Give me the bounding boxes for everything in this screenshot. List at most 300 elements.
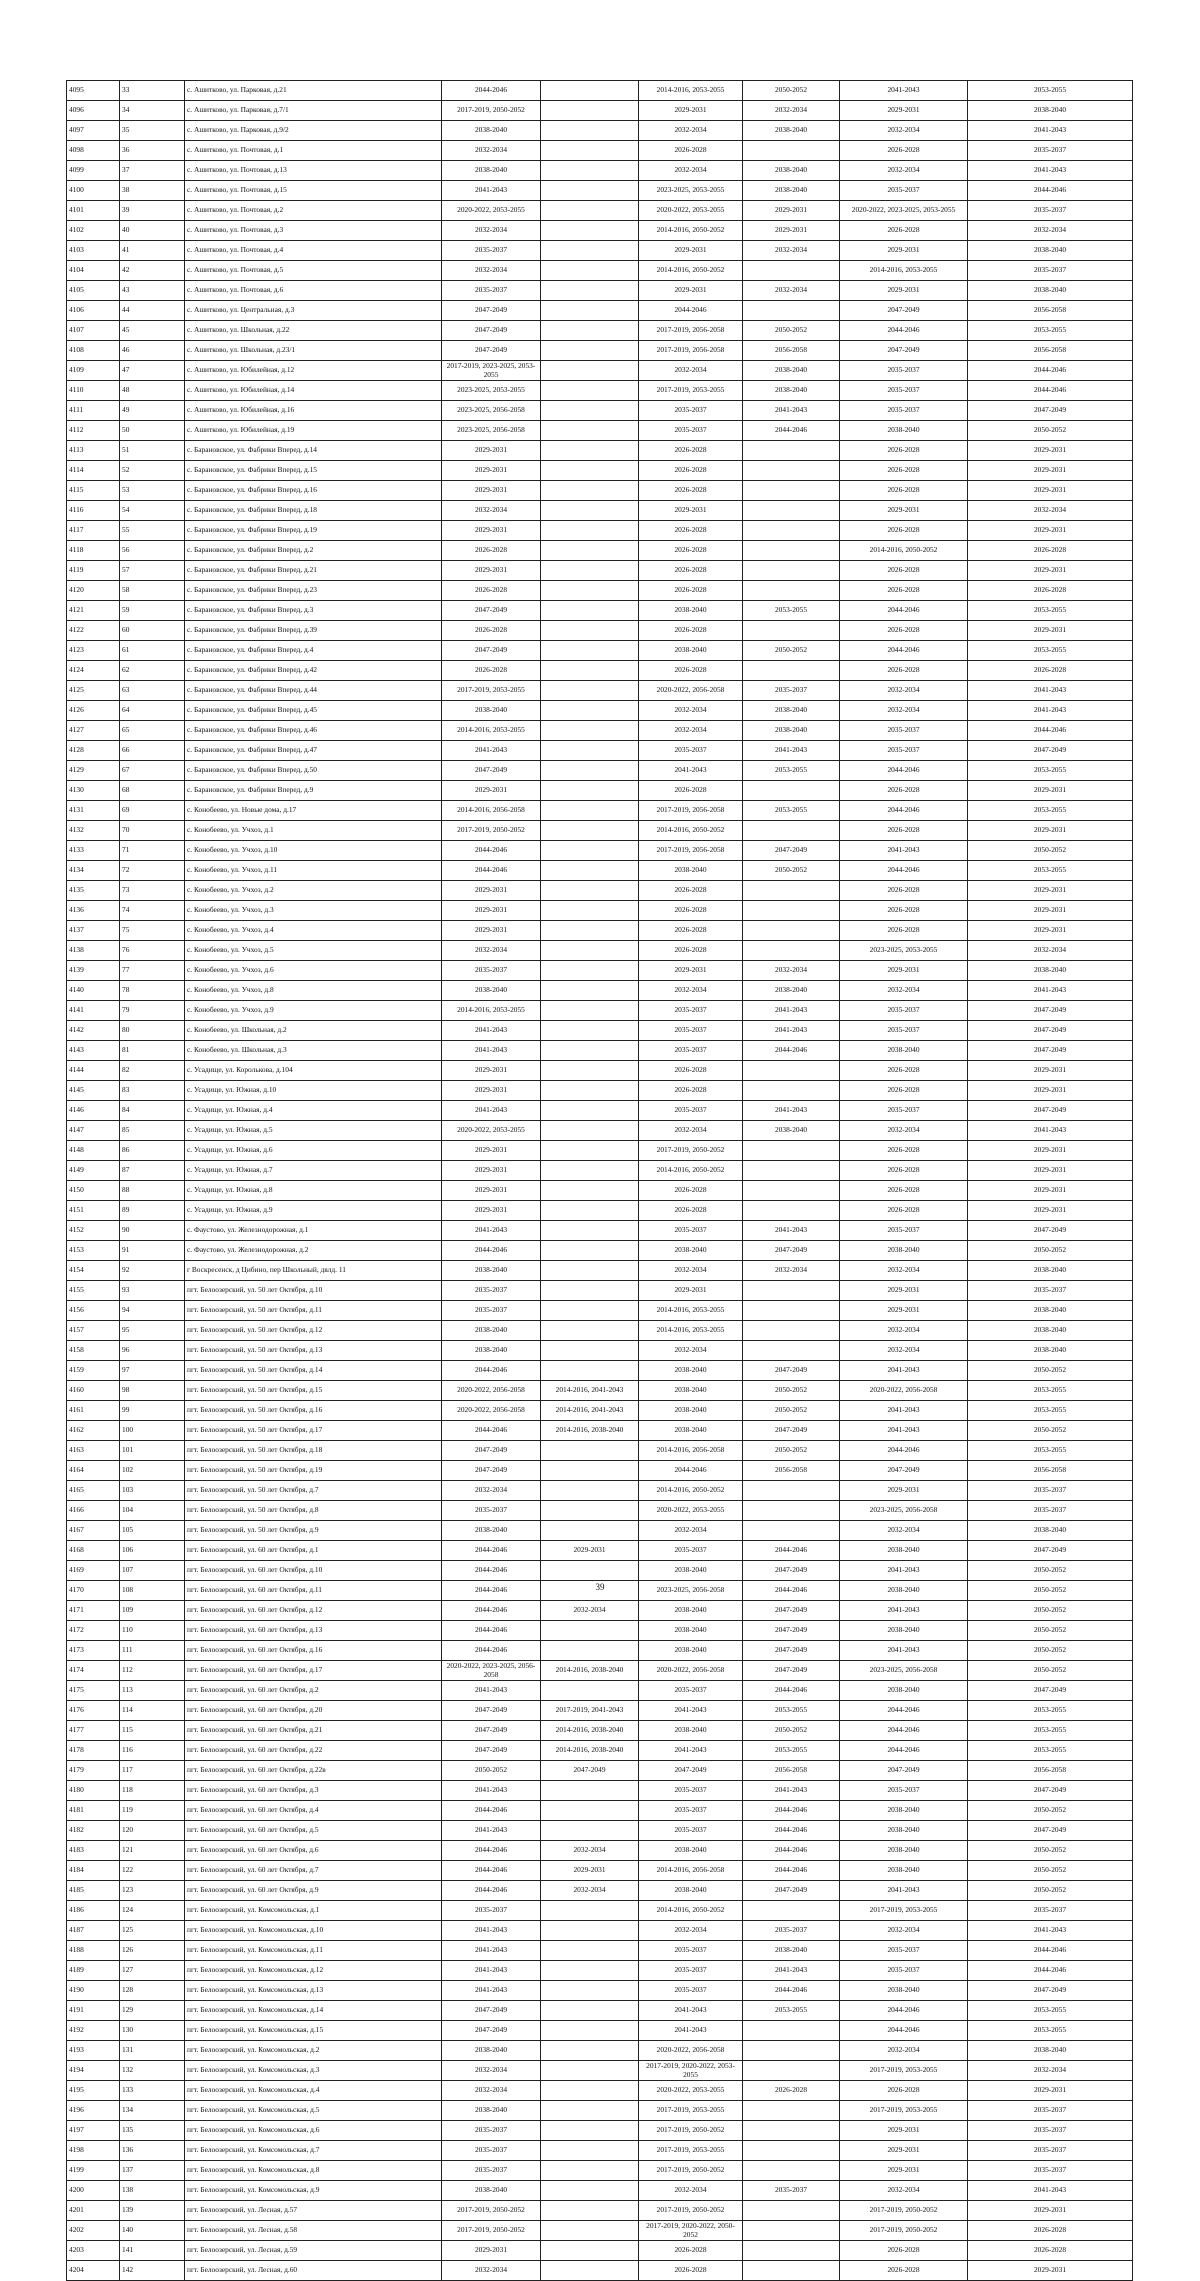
cell-row-number: 81 — [120, 1041, 185, 1061]
cell-period-5: 2041-2043 — [840, 1421, 968, 1441]
cell-period-5: 2026-2028 — [840, 581, 968, 601]
cell-period-6: 2050-2052 — [968, 1841, 1133, 1861]
cell-address: с. Усадище, ул. Южная, д.6 — [185, 1141, 442, 1161]
table-row — [67, 1961, 1133, 1981]
cell-period-2 — [541, 101, 639, 121]
cell-row-id: 4171 — [67, 1601, 120, 1621]
cell-address: пгт. Белоозерский, ул. Комсомольская, д.3 — [185, 2061, 442, 2081]
cell-period-2 — [541, 1901, 639, 1921]
cell-period-6: 2047-2049 — [968, 741, 1133, 761]
cell-period-2 — [541, 401, 639, 421]
cell-period-6: 2050-2052 — [968, 1801, 1133, 1821]
cell-period-2 — [541, 141, 639, 161]
cell-row-id: 4134 — [67, 861, 120, 881]
table-row — [67, 1561, 1133, 1581]
cell-row-number: 60 — [120, 621, 185, 641]
cell-period-6: 2053-2055 — [968, 801, 1133, 821]
table-row — [67, 1981, 1133, 2001]
cell-period-2 — [541, 541, 639, 561]
cell-address: пгт. Белоозерский, ул. 60 лет Октября, д.1 — [185, 1541, 442, 1561]
cell-period-5: 2032-2034 — [840, 981, 968, 1001]
cell-row-id: 4199 — [67, 2161, 120, 2181]
cell-period-3: 2035-2037 — [639, 1221, 743, 1241]
cell-period-2 — [541, 681, 639, 701]
table-row — [67, 1941, 1133, 1961]
cell-period-1: 2044-2046 — [442, 1841, 541, 1861]
cell-row-number: 130 — [120, 2021, 185, 2041]
cell-period-1: 2032-2034 — [442, 1481, 541, 1501]
cell-period-1: 2044-2046 — [442, 1541, 541, 1561]
cell-address: с. Конобеево, ул. Школьная, д.3 — [185, 1041, 442, 1061]
cell-row-number: 67 — [120, 761, 185, 781]
table-row — [67, 761, 1133, 781]
cell-period-2 — [541, 2201, 639, 2221]
cell-row-number: 125 — [120, 1921, 185, 1941]
table-row — [67, 121, 1133, 141]
cell-period-1: 2047-2049 — [442, 1701, 541, 1721]
cell-period-2 — [541, 1281, 639, 1301]
cell-address: пгт. Белоозерский, ул. 50 лет Октября, д.11 — [185, 1301, 442, 1321]
cell-address: с. Ашитково, ул. Юбилейная, д.16 — [185, 401, 442, 421]
cell-address: пгт. Белоозерский, ул. 50 лет Октября, д.8 — [185, 1501, 442, 1521]
cell-period-5: 2026-2028 — [840, 561, 968, 581]
cell-period-2: 2032-2034 — [541, 1841, 639, 1861]
cell-row-id: 4135 — [67, 881, 120, 901]
cell-period-6: 2029-2031 — [968, 561, 1133, 581]
cell-period-1: 2029-2031 — [442, 1161, 541, 1181]
cell-period-5: 2035-2037 — [840, 181, 968, 201]
cell-period-1: 2038-2040 — [442, 981, 541, 1001]
cell-period-4: 2038-2040 — [743, 1941, 840, 1961]
cell-period-3: 2026-2028 — [639, 881, 743, 901]
cell-period-4: 2035-2037 — [743, 681, 840, 701]
cell-row-number: 99 — [120, 1401, 185, 1421]
table-row — [67, 961, 1133, 981]
table-row — [67, 1541, 1133, 1561]
cell-period-6: 2050-2052 — [968, 1601, 1133, 1621]
cell-row-id: 4116 — [67, 501, 120, 521]
cell-row-number: 128 — [120, 1981, 185, 2001]
cell-period-1: 2026-2028 — [442, 621, 541, 641]
table-row — [67, 821, 1133, 841]
cell-period-2: 2014-2016, 2041-2043 — [541, 1401, 639, 1421]
table-row — [67, 1121, 1133, 1141]
cell-period-3: 2035-2037 — [639, 1001, 743, 1021]
cell-row-number: 113 — [120, 1681, 185, 1701]
cell-address: с. Усадище, ул. Южная, д.4 — [185, 1101, 442, 1121]
cell-period-4 — [743, 1901, 840, 1921]
cell-period-1: 2017-2019, 2053-2055 — [442, 681, 541, 701]
cell-period-4: 2044-2046 — [743, 1861, 840, 1881]
table-row — [67, 81, 1133, 101]
cell-period-6: 2029-2031 — [968, 1061, 1133, 1081]
cell-period-5: 2026-2028 — [840, 1081, 968, 1101]
cell-period-2 — [541, 1981, 639, 2001]
cell-address: с. Ашитково, ул. Парковая, д.7/1 — [185, 101, 442, 121]
cell-address: пгт. Белоозерский, ул. Комсомольская, д.10 — [185, 1921, 442, 1941]
cell-period-5: 2029-2031 — [840, 1301, 968, 1321]
table-row — [67, 441, 1133, 461]
cell-period-6: 2032-2034 — [968, 501, 1133, 521]
table-row — [67, 1401, 1133, 1421]
cell-period-2 — [541, 1641, 639, 1661]
cell-period-6: 2035-2037 — [968, 201, 1133, 221]
cell-row-id: 4204 — [67, 2261, 120, 2281]
cell-period-2: 2029-2031 — [541, 1541, 639, 1561]
cell-period-2 — [541, 1801, 639, 1821]
cell-period-2 — [541, 1221, 639, 1241]
cell-address: пгт. Белоозерский, ул. 50 лет Октября, д.9 — [185, 1521, 442, 1541]
cell-period-6: 2029-2031 — [968, 1161, 1133, 1181]
cell-period-2: 2014-2016, 2041-2043 — [541, 1381, 639, 1401]
table-row — [67, 1821, 1133, 1841]
cell-period-5: 2014-2016, 2053-2055 — [840, 261, 968, 281]
cell-row-id: 4192 — [67, 2021, 120, 2041]
cell-period-3: 2035-2037 — [639, 1941, 743, 1961]
cell-period-2 — [541, 781, 639, 801]
cell-period-6: 2026-2028 — [968, 581, 1133, 601]
cell-period-1: 2038-2040 — [442, 701, 541, 721]
cell-period-5: 2047-2049 — [840, 1461, 968, 1481]
cell-period-4: 2053-2055 — [743, 601, 840, 621]
cell-period-3: 2032-2034 — [639, 161, 743, 181]
cell-period-1: 2029-2031 — [442, 921, 541, 941]
table-row — [67, 781, 1133, 801]
cell-row-id: 4146 — [67, 1101, 120, 1121]
cell-period-3: 2035-2037 — [639, 1021, 743, 1041]
cell-period-3: 2038-2040 — [639, 1381, 743, 1401]
cell-period-3: 2020-2022, 2053-2055 — [639, 1501, 743, 1521]
table-row — [67, 381, 1133, 401]
cell-period-4: 2038-2040 — [743, 721, 840, 741]
cell-row-id: 4201 — [67, 2201, 120, 2221]
cell-row-id: 4096 — [67, 101, 120, 121]
cell-period-6: 2044-2046 — [968, 381, 1133, 401]
cell-address: с. Ашитково, ул. Почтовая, д.6 — [185, 281, 442, 301]
cell-address: пгт. Белоозерский, ул. 60 лет Октября, д.11 — [185, 1581, 442, 1601]
cell-period-3: 2026-2028 — [639, 461, 743, 481]
cell-row-number: 135 — [120, 2121, 185, 2141]
cell-period-5: 2041-2043 — [840, 1881, 968, 1901]
cell-row-id: 4118 — [67, 541, 120, 561]
table-row — [67, 361, 1133, 381]
cell-row-id: 4104 — [67, 261, 120, 281]
cell-period-3: 2032-2034 — [639, 1341, 743, 1361]
cell-period-1: 2017-2019, 2050-2052 — [442, 101, 541, 121]
cell-period-3: 2026-2028 — [639, 2261, 743, 2281]
cell-period-1: 2032-2034 — [442, 941, 541, 961]
cell-period-1: 2035-2037 — [442, 1301, 541, 1321]
cell-row-number: 71 — [120, 841, 185, 861]
table-row — [67, 501, 1133, 521]
cell-period-1: 2038-2040 — [442, 121, 541, 141]
cell-row-number: 44 — [120, 301, 185, 321]
cell-period-4 — [743, 521, 840, 541]
cell-period-2 — [541, 81, 639, 101]
cell-address: пгт. Белоозерский, ул. 50 лет Октября, д.14 — [185, 1361, 442, 1381]
schedule-table — [66, 80, 1133, 2281]
cell-address: пгт. Белоозерский, ул. 60 лет Октября, д.21 — [185, 1721, 442, 1741]
cell-address: пгт. Белоозерский, ул. 50 лет Октября, д.19 — [185, 1461, 442, 1481]
cell-row-id: 4099 — [67, 161, 120, 181]
table-row — [67, 181, 1133, 201]
cell-period-3: 2014-2016, 2050-2052 — [639, 1481, 743, 1501]
cell-period-1: 2026-2028 — [442, 581, 541, 601]
cell-period-2 — [541, 421, 639, 441]
cell-period-5: 2032-2034 — [840, 1121, 968, 1141]
cell-address: пгт. Белоозерский, ул. 60 лет Октября, д.9 — [185, 1881, 442, 1901]
cell-row-number: 108 — [120, 1581, 185, 1601]
cell-row-number: 118 — [120, 1781, 185, 1801]
cell-row-number: 100 — [120, 1421, 185, 1441]
cell-row-id: 4174 — [67, 1661, 120, 1681]
cell-period-3: 2029-2031 — [639, 961, 743, 981]
cell-row-number: 103 — [120, 1481, 185, 1501]
cell-period-2: 2014-2016, 2038-2040 — [541, 1421, 639, 1441]
cell-period-6: 2029-2031 — [968, 881, 1133, 901]
cell-period-4: 2047-2049 — [743, 1361, 840, 1381]
cell-period-3: 2041-2043 — [639, 2001, 743, 2021]
cell-address: пгт. Белоозерский, ул. Комсомольская, д.13 — [185, 1981, 442, 2001]
cell-row-id: 4187 — [67, 1921, 120, 1941]
cell-period-3: 2017-2019, 2056-2058 — [639, 841, 743, 861]
cell-period-1: 2035-2037 — [442, 2121, 541, 2141]
cell-period-4: 2044-2046 — [743, 1041, 840, 1061]
cell-period-4: 2047-2049 — [743, 1621, 840, 1641]
cell-period-1: 2047-2049 — [442, 1461, 541, 1481]
cell-period-2 — [541, 481, 639, 501]
cell-period-2 — [541, 901, 639, 921]
cell-period-1: 2044-2046 — [442, 1581, 541, 1601]
cell-period-5: 2029-2031 — [840, 961, 968, 981]
cell-period-6: 2035-2037 — [968, 261, 1133, 281]
cell-row-id: 4147 — [67, 1121, 120, 1141]
cell-period-3: 2014-2016, 2050-2052 — [639, 1901, 743, 1921]
cell-period-4: 2047-2049 — [743, 1601, 840, 1621]
cell-period-1: 2047-2049 — [442, 341, 541, 361]
table-row — [67, 661, 1133, 681]
cell-period-5: 2026-2028 — [840, 221, 968, 241]
cell-address: пгт. Белоозерский, ул. 60 лет Октября, д.12 — [185, 1601, 442, 1621]
cell-period-5: 2035-2037 — [840, 1101, 968, 1121]
table-row — [67, 201, 1133, 221]
cell-period-6: 2053-2055 — [968, 601, 1133, 621]
cell-period-5: 2041-2043 — [840, 1401, 968, 1421]
cell-period-3: 2020-2022, 2056-2058 — [639, 2041, 743, 2061]
cell-period-5: 2041-2043 — [840, 81, 968, 101]
cell-row-number: 64 — [120, 701, 185, 721]
cell-period-5: 2032-2034 — [840, 681, 968, 701]
cell-period-2 — [541, 1481, 639, 1501]
cell-period-5: 2017-2019, 2050-2052 — [840, 2221, 968, 2241]
cell-period-3: 2041-2043 — [639, 1701, 743, 1721]
cell-period-5: 2029-2031 — [840, 101, 968, 121]
cell-period-6: 2035-2037 — [968, 1481, 1133, 1501]
cell-address: пгт. Белоозерский, ул. 60 лет Октября, д.5 — [185, 1821, 442, 1841]
cell-row-number: 116 — [120, 1741, 185, 1761]
cell-period-3: 2020-2022, 2056-2058 — [639, 1661, 743, 1681]
cell-period-1: 2029-2031 — [442, 1081, 541, 1101]
cell-period-2: 2032-2034 — [541, 1601, 639, 1621]
cell-address: пгт. Белоозерский, ул. Лесная, д.57 — [185, 2201, 442, 2221]
table-row — [67, 2121, 1133, 2141]
cell-period-2 — [541, 2001, 639, 2021]
cell-address: с. Усадище, ул. Южная, д.7 — [185, 1161, 442, 1181]
table-row — [67, 901, 1133, 921]
cell-period-6: 2029-2031 — [968, 781, 1133, 801]
cell-row-id: 4202 — [67, 2221, 120, 2241]
cell-period-1: 2029-2031 — [442, 1181, 541, 1201]
cell-period-2 — [541, 1461, 639, 1481]
cell-period-4 — [743, 2141, 840, 2161]
cell-period-2 — [541, 981, 639, 1001]
cell-period-6: 2047-2049 — [968, 1541, 1133, 1561]
cell-row-number: 54 — [120, 501, 185, 521]
cell-row-number: 110 — [120, 1621, 185, 1641]
cell-address: с. Ашитково, ул. Юбилейная, д.12 — [185, 361, 442, 381]
cell-period-2 — [541, 2241, 639, 2261]
cell-address: с. Барановское, ул. Фабрики Вперед, д.19 — [185, 521, 442, 541]
cell-row-id: 4156 — [67, 1301, 120, 1321]
table-row — [67, 1521, 1133, 1541]
cell-row-id: 4155 — [67, 1281, 120, 1301]
table-row — [67, 1061, 1133, 1081]
cell-row-id: 4121 — [67, 601, 120, 621]
table-row — [67, 321, 1133, 341]
cell-period-3: 2041-2043 — [639, 2021, 743, 2041]
cell-period-4: 2047-2049 — [743, 1561, 840, 1581]
cell-period-6: 2029-2031 — [968, 2261, 1133, 2281]
cell-period-4: 2026-2028 — [743, 2081, 840, 2101]
cell-row-id: 4182 — [67, 1821, 120, 1841]
cell-period-6: 2047-2049 — [968, 1101, 1133, 1121]
cell-period-5: 2032-2034 — [840, 1261, 968, 1281]
cell-period-5: 2038-2040 — [840, 1841, 968, 1861]
cell-row-number: 76 — [120, 941, 185, 961]
cell-period-5: 2044-2046 — [840, 761, 968, 781]
cell-period-2 — [541, 1021, 639, 1041]
table-row — [67, 1741, 1133, 1761]
cell-period-5: 2032-2034 — [840, 2041, 968, 2061]
table-row — [67, 701, 1133, 721]
cell-period-3: 2014-2016, 2050-2052 — [639, 821, 743, 841]
cell-period-6: 2053-2055 — [968, 1701, 1133, 1721]
cell-period-1: 2017-2019, 2023-2025, 2053-2055 — [442, 361, 541, 381]
cell-period-5: 2029-2031 — [840, 281, 968, 301]
cell-period-3: 2017-2019, 2050-2052 — [639, 2161, 743, 2181]
cell-period-2: 2014-2016, 2038-2040 — [541, 1661, 639, 1681]
cell-row-number: 141 — [120, 2241, 185, 2261]
cell-row-number: 85 — [120, 1121, 185, 1141]
cell-period-4 — [743, 1161, 840, 1181]
cell-row-number: 120 — [120, 1821, 185, 1841]
cell-row-number: 80 — [120, 1021, 185, 1041]
cell-address: пгт. Белоозерский, ул. 60 лет Октября, д.17 — [185, 1661, 442, 1681]
cell-row-number: 47 — [120, 361, 185, 381]
cell-period-3: 2029-2031 — [639, 101, 743, 121]
cell-row-id: 4170 — [67, 1581, 120, 1601]
cell-period-5: 2044-2046 — [840, 2021, 968, 2041]
cell-row-id: 4160 — [67, 1381, 120, 1401]
cell-period-3: 2038-2040 — [639, 1401, 743, 1421]
cell-address: пгт. Белоозерский, ул. 60 лет Октября, д.22 — [185, 1741, 442, 1761]
cell-period-1: 2017-2019, 2050-2052 — [442, 2221, 541, 2241]
cell-period-2 — [541, 201, 639, 221]
cell-period-2 — [541, 1521, 639, 1541]
table-row — [67, 941, 1133, 961]
cell-period-4 — [743, 2161, 840, 2181]
cell-period-6: 2044-2046 — [968, 181, 1133, 201]
cell-row-number: 57 — [120, 561, 185, 581]
cell-row-number: 36 — [120, 141, 185, 161]
cell-period-1: 2023-2025, 2053-2055 — [442, 381, 541, 401]
cell-period-6: 2047-2049 — [968, 1781, 1133, 1801]
cell-row-number: 55 — [120, 521, 185, 541]
cell-period-1: 2038-2040 — [442, 2041, 541, 2061]
table-row — [67, 241, 1133, 261]
cell-row-id: 4172 — [67, 1621, 120, 1641]
cell-period-4 — [743, 901, 840, 921]
cell-period-1: 2044-2046 — [442, 1881, 541, 1901]
cell-address: с. Усадище, ул. Южная, д.8 — [185, 1181, 442, 1201]
table-row — [67, 1241, 1133, 1261]
table-row — [67, 341, 1133, 361]
cell-period-4: 2053-2055 — [743, 1741, 840, 1761]
cell-period-4 — [743, 941, 840, 961]
cell-period-1: 2035-2037 — [442, 241, 541, 261]
cell-period-1: 2020-2022, 2053-2055 — [442, 1121, 541, 1141]
cell-period-6: 2038-2040 — [968, 2041, 1133, 2061]
cell-period-5: 2035-2037 — [840, 1961, 968, 1981]
cell-period-4 — [743, 2261, 840, 2281]
cell-period-2 — [541, 561, 639, 581]
cell-period-2 — [541, 741, 639, 761]
cell-address: пгт. Белоозерский, ул. Комсомольская, д.4 — [185, 2081, 442, 2101]
cell-period-4: 2050-2052 — [743, 641, 840, 661]
cell-period-2 — [541, 301, 639, 321]
cell-period-6: 2050-2052 — [968, 421, 1133, 441]
table-row — [67, 281, 1133, 301]
table-row — [67, 841, 1133, 861]
cell-row-number: 43 — [120, 281, 185, 301]
cell-row-number: 86 — [120, 1141, 185, 1161]
cell-period-4 — [743, 1521, 840, 1541]
cell-period-6: 2029-2031 — [968, 621, 1133, 641]
table-row — [67, 721, 1133, 741]
table-row — [67, 1181, 1133, 1201]
cell-period-2 — [541, 1241, 639, 1261]
cell-address: с. Усадище, ул. Королькова, д.104 — [185, 1061, 442, 1081]
cell-period-2 — [541, 1261, 639, 1281]
cell-row-id: 4111 — [67, 401, 120, 421]
cell-period-5: 2032-2034 — [840, 1341, 968, 1361]
cell-period-5: 2017-2019, 2053-2055 — [840, 2101, 968, 2121]
cell-period-2: 2047-2049 — [541, 1761, 639, 1781]
cell-period-1: 2047-2049 — [442, 2021, 541, 2041]
cell-row-id: 4130 — [67, 781, 120, 801]
cell-row-number: 132 — [120, 2061, 185, 2081]
cell-period-2 — [541, 961, 639, 981]
cell-period-2 — [541, 121, 639, 141]
cell-period-4: 2032-2034 — [743, 281, 840, 301]
cell-period-3: 2035-2037 — [639, 1041, 743, 1061]
cell-period-6: 2032-2034 — [968, 2061, 1133, 2081]
cell-period-5: 2032-2034 — [840, 121, 968, 141]
cell-period-5: 2023-2025, 2056-2058 — [840, 1661, 968, 1681]
cell-address: с. Барановское, ул. Фабрики Вперед, д.23 — [185, 581, 442, 601]
cell-period-5: 2026-2028 — [840, 881, 968, 901]
cell-period-5: 2026-2028 — [840, 1181, 968, 1201]
